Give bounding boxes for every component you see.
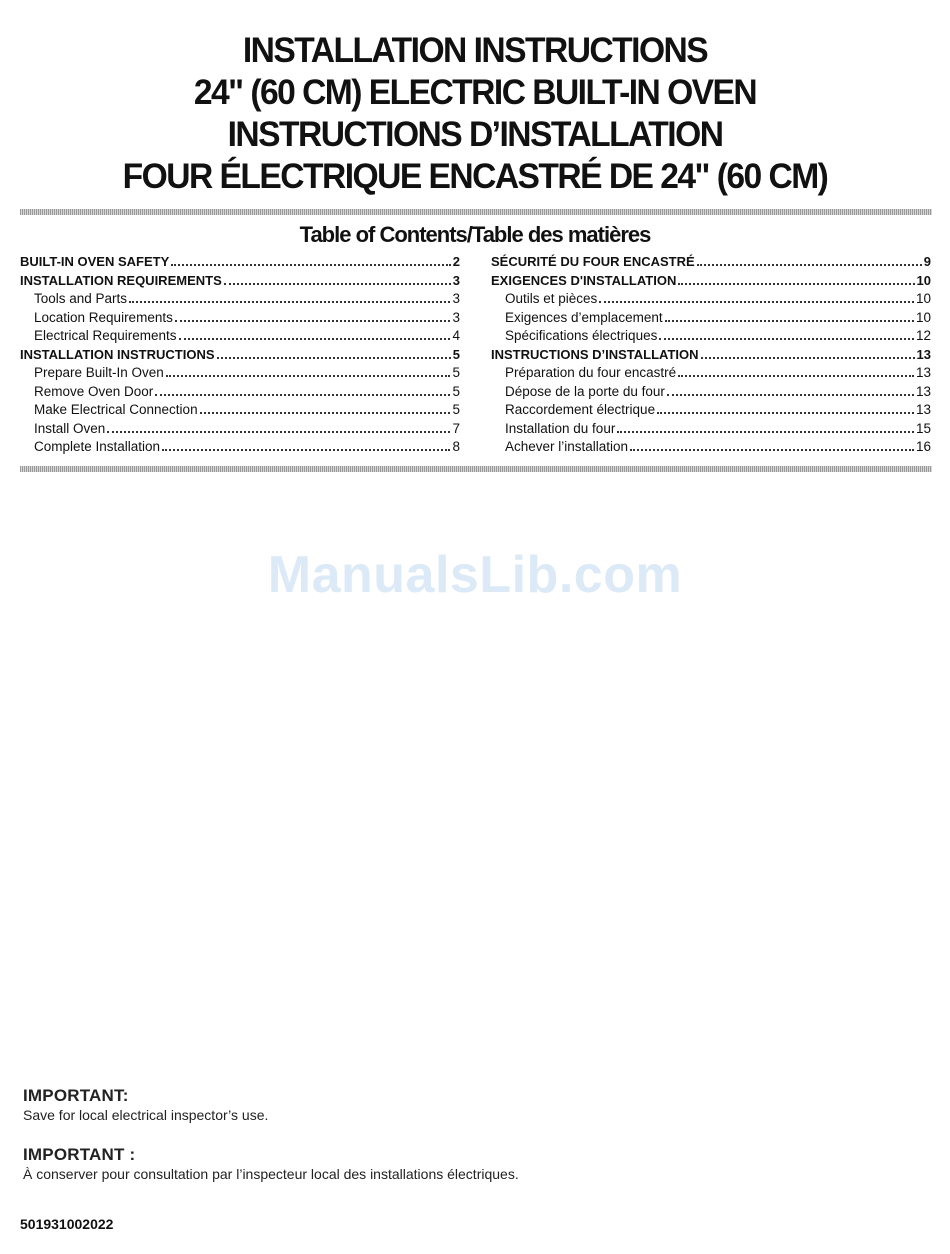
- toc-entry[interactable]: [20, 328, 460, 347]
- toc-english-column: [20, 254, 460, 458]
- toc-dot-leader: [665, 319, 914, 322]
- toc-entry-page: 3: [452, 272, 460, 288]
- toc-dot-leader: [678, 282, 914, 285]
- toc-entry-page: 13: [915, 365, 931, 380]
- important-text: À conserver pour consultation par l’inspecteur local des installations électriques.: [23, 1166, 519, 1182]
- toc-heading: Table of Contents/Table des matières: [299, 222, 651, 247]
- toc-entry-page: 16: [915, 439, 931, 454]
- toc-entry[interactable]: [491, 402, 931, 421]
- toc-dot-leader: [667, 393, 914, 396]
- top-divider: [20, 209, 932, 215]
- toc-entry-label: Raccordement électrique: [505, 402, 656, 417]
- toc-entry[interactable]: [20, 310, 460, 329]
- toc-entry-label: EXIGENCES D'INSTALLATION: [491, 272, 677, 288]
- toc-entry-label: Electrical Requirements: [34, 328, 177, 343]
- toc-entry-page: 13: [915, 402, 931, 417]
- toc-entry-page: 2: [452, 254, 460, 269]
- toc-entry-label: INSTALLATION INSTRUCTIONS: [20, 346, 215, 362]
- toc-entry-label: Prepare Built-In Oven: [34, 365, 164, 380]
- toc-entry-page: 7: [452, 420, 460, 436]
- toc-entry-page: 9: [923, 254, 931, 269]
- toc-entry[interactable]: [491, 439, 931, 458]
- toc-dot-leader: [166, 374, 451, 377]
- toc-entry-label: Location Requirements: [34, 309, 173, 325]
- toc-entry-page: 10: [915, 291, 931, 306]
- toc-entry-label: Achever l’installation: [505, 439, 629, 454]
- toc-entry-label: Préparation du four encastré: [505, 365, 677, 380]
- toc-entry-page: 10: [916, 272, 931, 288]
- toc-dot-leader: [217, 356, 451, 359]
- toc-entry-page: 10: [915, 309, 931, 325]
- important-heading: IMPORTANT:: [23, 1086, 129, 1105]
- toc-entry[interactable]: [20, 439, 460, 458]
- toc-entry[interactable]: [20, 273, 460, 292]
- title-french-line-1: INSTRUCTIONS D’INSTALLATION: [227, 115, 723, 154]
- toc-dot-leader: [630, 448, 914, 451]
- toc-entry-page: 5: [452, 346, 460, 362]
- watermark: ManualsLib.com: [267, 546, 683, 604]
- toc-dot-leader: [200, 411, 451, 414]
- toc-entry-label: Complete Installation: [34, 439, 161, 454]
- bottom-divider: [20, 466, 932, 472]
- title-french-line-2: FOUR ÉLECTRIQUE ENCASTRÉ DE 24" (60 CM): [122, 157, 828, 196]
- toc-entry-page: 12: [915, 328, 931, 343]
- toc-entry-page: 5: [452, 383, 460, 399]
- toc-dot-leader: [107, 430, 450, 433]
- toc-entry[interactable]: [491, 421, 931, 440]
- toc-entry-label: Dépose de la porte du four: [505, 383, 665, 399]
- toc-entry-label: BUILT-IN OVEN SAFETY: [20, 254, 170, 269]
- toc-dot-leader: [175, 319, 451, 322]
- toc-entry[interactable]: [491, 347, 931, 366]
- important-note-french: [23, 1145, 519, 1182]
- toc-entry-label: INSTALLATION REQUIREMENTS: [20, 272, 222, 288]
- toc-entry[interactable]: [20, 384, 460, 403]
- toc-entry-label: Tools and Parts: [34, 291, 128, 306]
- toc-entry[interactable]: [491, 365, 931, 384]
- toc-entry-label: Install Oven: [34, 420, 106, 436]
- toc-entry-page: 5: [452, 402, 460, 417]
- toc-entry-page: 4: [452, 328, 460, 343]
- title-english-line-1: INSTALLATION INSTRUCTIONS: [242, 31, 708, 70]
- important-heading: IMPORTANT :: [23, 1145, 136, 1164]
- toc-entry-label: Outils et pièces: [505, 291, 598, 306]
- document-title-block: [0, 30, 950, 198]
- important-note-english: [23, 1086, 268, 1123]
- toc-dot-leader: [224, 282, 451, 285]
- toc-entry[interactable]: [20, 291, 460, 310]
- toc-dot-leader: [162, 448, 450, 451]
- toc-dot-leader: [697, 263, 922, 266]
- toc-entry[interactable]: [491, 310, 931, 329]
- toc-dot-leader: [599, 300, 914, 303]
- toc-entry-label: Spécifications électriques: [505, 328, 658, 343]
- toc-dot-leader: [179, 337, 451, 340]
- toc-entry-label: Remove Oven Door: [34, 383, 154, 399]
- toc-entry-page: 13: [916, 346, 931, 362]
- toc-entry[interactable]: [491, 291, 931, 310]
- toc-entry-page: 5: [452, 365, 460, 380]
- toc-entry-page: 13: [915, 383, 931, 399]
- toc-entry-page: 3: [452, 291, 460, 306]
- toc-entry[interactable]: [20, 347, 460, 366]
- important-text: Save for local electrical inspector’s use.: [23, 1107, 269, 1123]
- toc-dot-leader: [617, 430, 914, 433]
- toc-entry-label: Make Electrical Connection: [34, 402, 198, 417]
- toc-entry-page: 15: [915, 420, 931, 436]
- toc-dot-leader: [659, 337, 914, 340]
- toc-entry[interactable]: [20, 254, 460, 273]
- toc-dot-leader: [155, 393, 450, 396]
- toc-dot-leader: [657, 411, 914, 414]
- toc-dot-leader: [701, 356, 915, 359]
- toc-entry-label: INSTRUCTIONS D’INSTALLATION: [491, 346, 699, 362]
- toc-entry-label: Exigences d’emplacement: [505, 309, 663, 325]
- toc-entry-page: 8: [452, 439, 460, 454]
- toc-entry[interactable]: [20, 421, 460, 440]
- toc-entry[interactable]: [20, 402, 460, 421]
- toc-entry-label: Installation du four: [505, 420, 616, 436]
- toc-entry[interactable]: [20, 365, 460, 384]
- toc-dot-leader: [129, 300, 450, 303]
- toc-entry[interactable]: [491, 328, 931, 347]
- part-number: 501931002022: [20, 1216, 114, 1232]
- toc-entry[interactable]: [491, 384, 931, 403]
- title-english-line-2: 24" (60 CM) ELECTRIC BUILT-IN OVEN: [193, 73, 757, 112]
- toc-dot-leader: [171, 263, 451, 266]
- toc-dot-leader: [678, 374, 914, 377]
- toc-entry[interactable]: [491, 273, 931, 292]
- toc-entry[interactable]: [491, 254, 931, 273]
- toc-entry-page: 3: [452, 309, 460, 325]
- toc-french-column: [491, 254, 931, 458]
- toc-entry-label: SÉCURITÉ DU FOUR ENCASTRÉ: [491, 254, 695, 269]
